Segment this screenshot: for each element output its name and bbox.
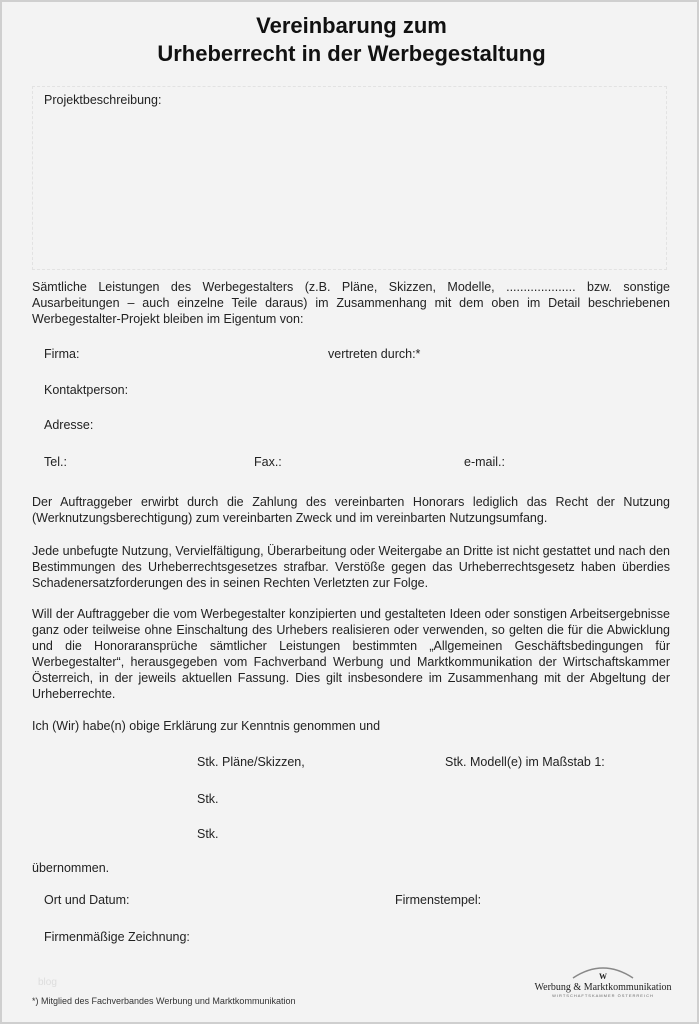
paragraph-usage: Der Auftraggeber erwirbt durch die Zahlung des vereinbarten Honorars lediglich das Recht der Nutzung (Werknutzungsberechtigung) zum vereinbarten Zweck und im vereinbarten Nutzungsumfang. — [32, 495, 670, 525]
adresse-label: Adresse: — [44, 418, 94, 432]
title-line-2: Urheberrecht in der Werbegestaltung — [157, 41, 546, 66]
zeichnung-label: Firmenmäßige Zeichnung: — [44, 930, 190, 944]
tel-label: Tel.: — [44, 455, 67, 469]
email-label: e-mail.: — [464, 455, 505, 469]
stk-plaene: Stk. Pläne/Skizzen, — [197, 755, 305, 769]
paragraph-agb: Will der Auftraggeber die vom Werbegestalter konzipierten und gestalteten Ideen oder sonstigen Arbeitsergebnisse ganz oder teilweise ohne Einschaltung des Urhebers realisieren oder verwenden, so gelten die für die Abwicklung und die Honoraransprüche sämtlicher Leistungen bestimmten „Allgemeinen Geschäftsbedingungen für Werbegestalter“, herausgegeben vom Fachverband Werbung und Marktkommunikation der Wirtschaftskammer Österreich, in der jeweils aktuellen Fassung. Dies gilt insbesondere im Zusammenhang mit der Abgeltung der Urheberrechte. — [32, 607, 670, 701]
vertreten-label: vertreten durch:* — [328, 347, 421, 361]
footnote: *) Mitglied des Fachverbandes Werbung und Marktkommunikation — [32, 996, 296, 1006]
uebernommen: übernommen. — [32, 861, 110, 875]
paragraph-ownership: Sämtliche Leistungen des Werbegestalters (z.B. Pläne, Skizzen, Modelle, .................... bzw. sonstige Ausarbeitungen – auch einzelne Teile daraus) im Zusammenhang mit dem oben im Detail beschriebenen Werbegestalter-Projekt bleiben im Eigentum von: — [32, 280, 670, 326]
acknowledgement: Ich (Wir) habe(n) obige Erklärung zur Kenntnis genommen und — [32, 719, 381, 733]
svg-text:W: W — [599, 972, 607, 981]
logo-subtitle: WIRTSCHAFTSKAMMER ÖSTERREICH — [552, 993, 654, 998]
project-description-box[interactable] — [32, 86, 667, 270]
title-line-1: Vereinbarung zum — [256, 13, 447, 38]
firmenstempel-label: Firmenstempel: — [395, 893, 482, 907]
fachverband-logo — [532, 962, 674, 998]
paragraph-prohibition: Jede unbefugte Nutzung, Vervielfältigung, Überarbeitung oder Weitergabe an Dritte ist nicht gestattet und nach den Bestimmungen des Urheberrechtsgesetzes strafbar. Verstöße gegen das Urheberrechtsgesetz haben überdies Schadenersatzforderungen des in seinen Rechten Verletzten zur Folge. — [32, 544, 670, 590]
stk-modell: Stk. Modell(e) im Maßstab 1: — [445, 755, 605, 769]
stk-2: Stk. — [197, 792, 219, 806]
watermark-blog: blog — [38, 977, 57, 988]
logo-arc-icon — [568, 962, 638, 982]
kontakt-label: Kontaktperson: — [44, 383, 129, 397]
fax-label: Fax.: — [254, 455, 282, 469]
stk-3: Stk. — [197, 827, 219, 841]
project-label: Projektbeschreibung: — [44, 93, 162, 107]
logo-name: Werbung & Marktkommunikation — [534, 982, 672, 993]
firma-label: Firma: — [44, 347, 80, 361]
ort-datum-label: Ort und Datum: — [44, 893, 130, 907]
